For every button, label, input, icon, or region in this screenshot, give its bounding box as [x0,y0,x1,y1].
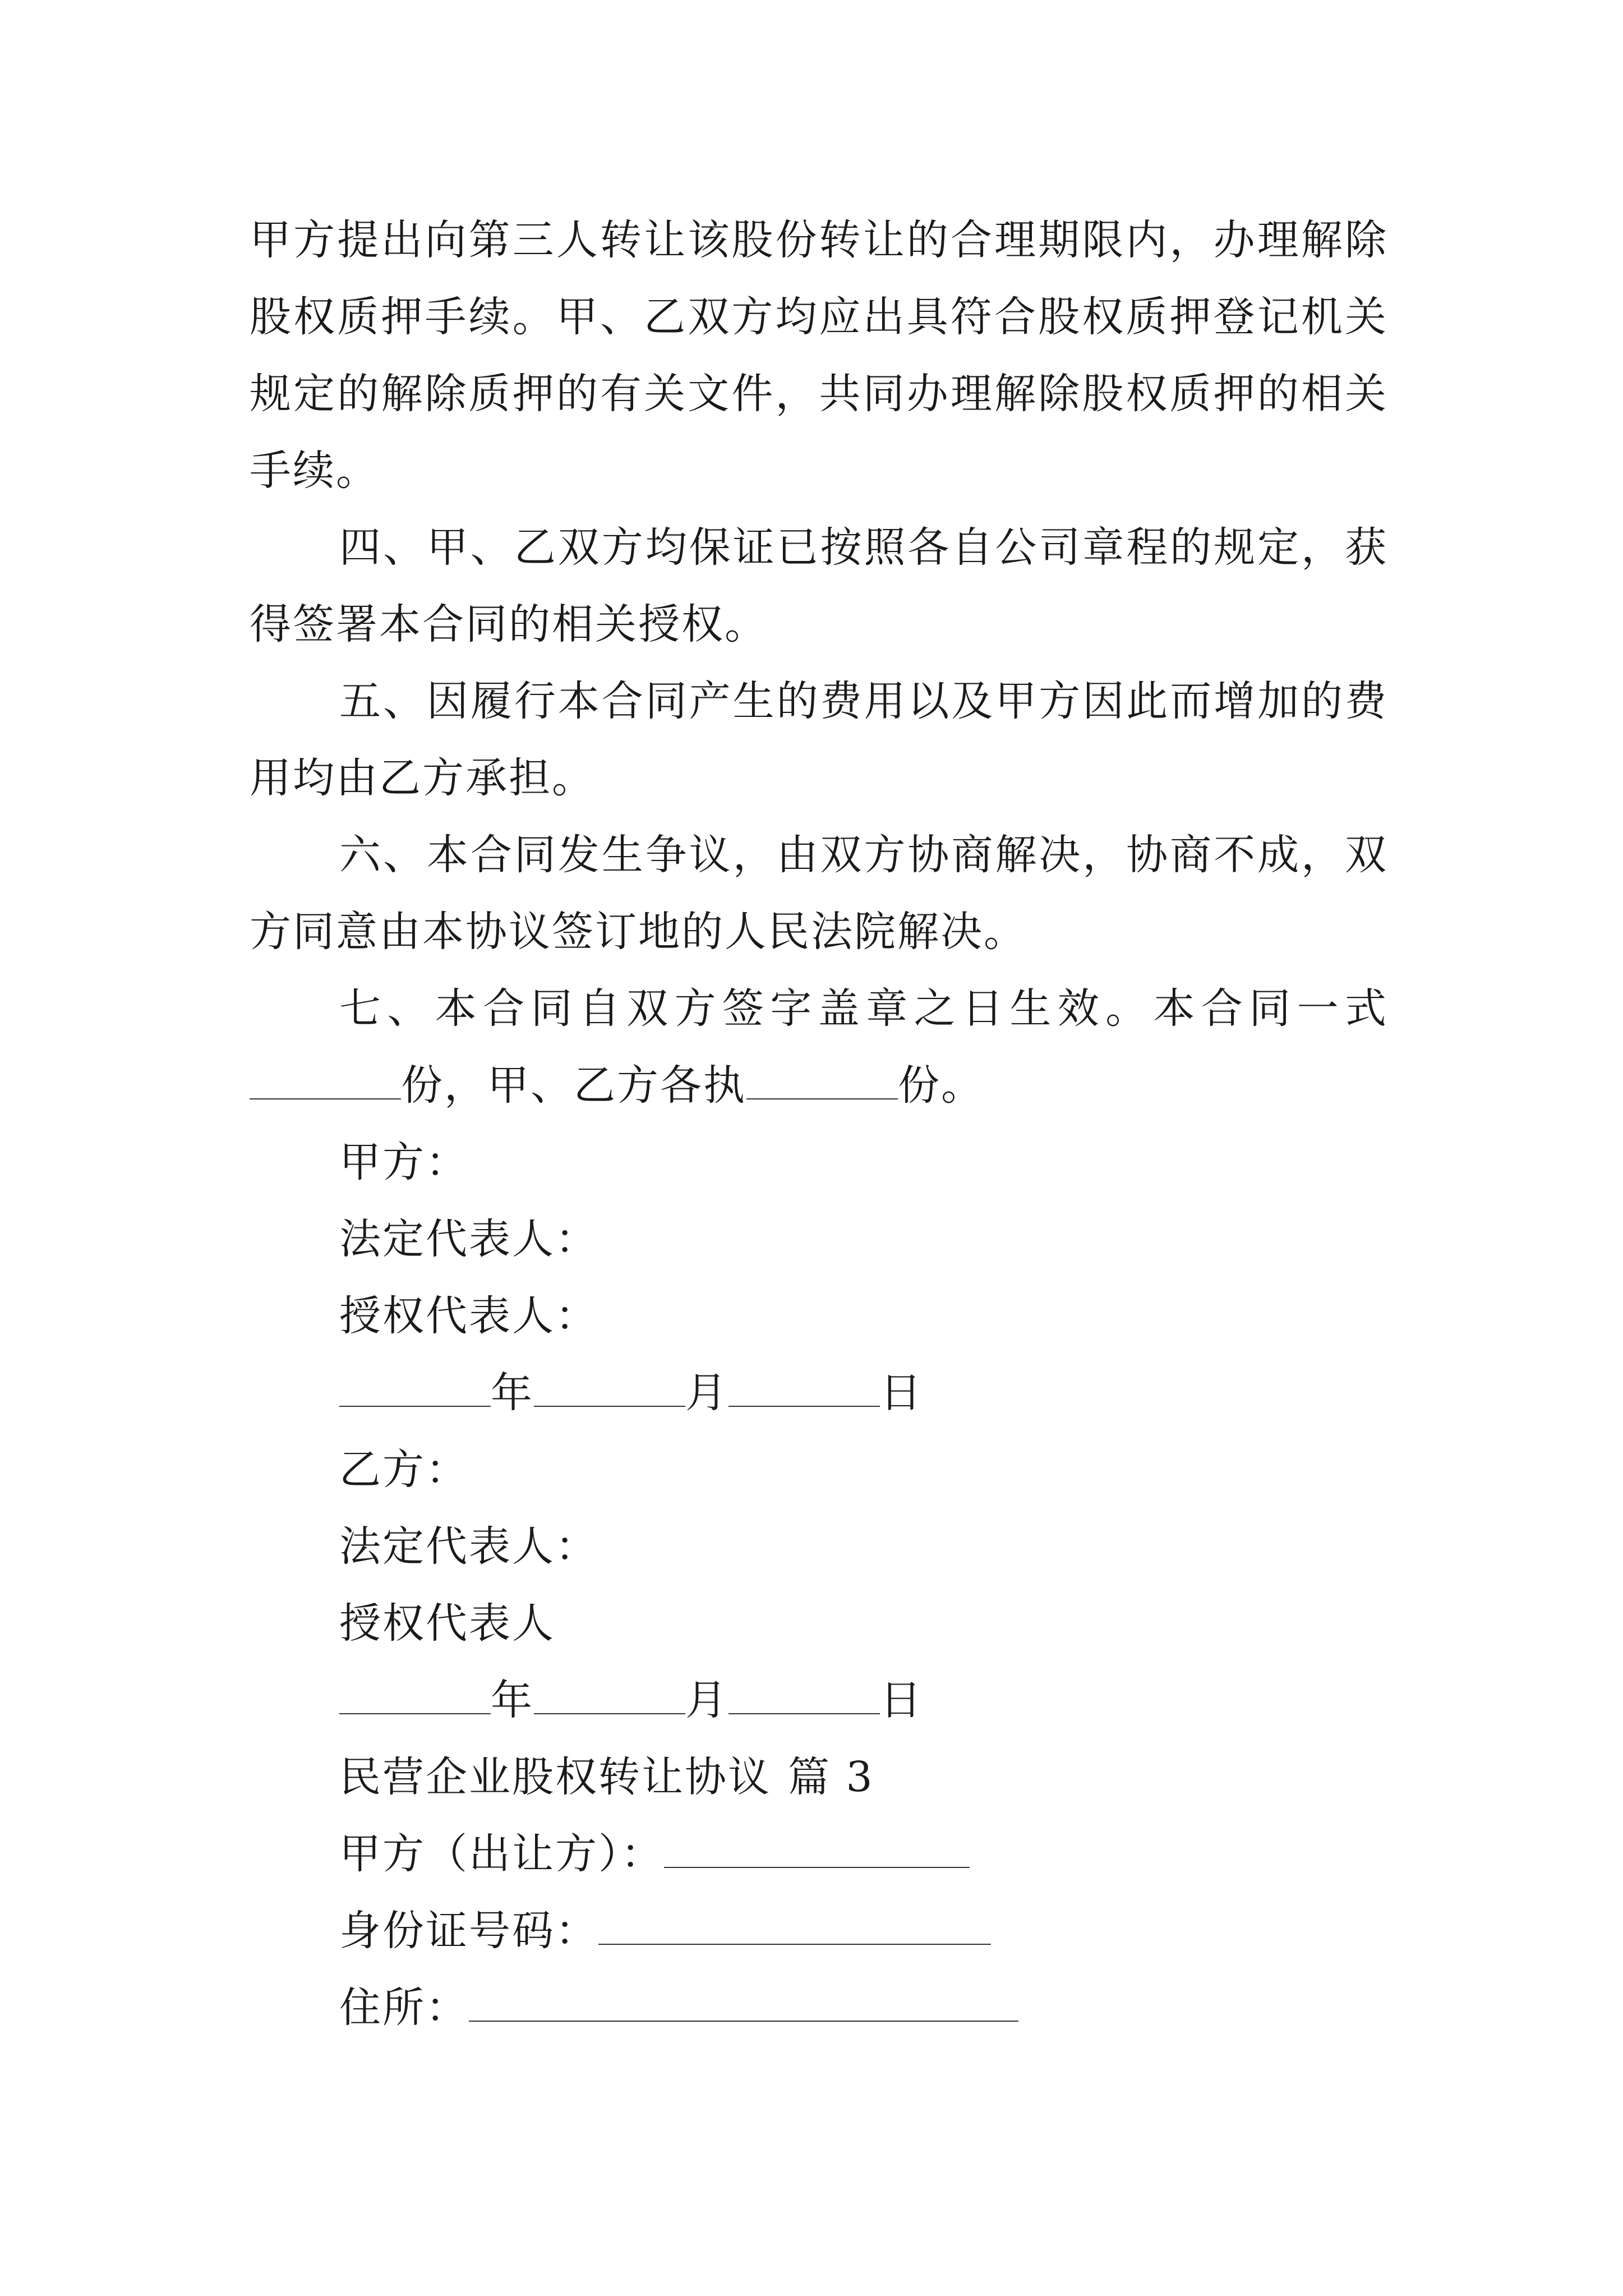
year-blank[interactable] [339,1674,491,1714]
day-label: 日 [880,1676,923,1724]
month-blank[interactable] [534,1366,685,1407]
address-row [250,1970,1388,2046]
copies-total-blank[interactable] [250,1059,401,1099]
copies-text: 份，甲、乙方各执 [401,1061,746,1110]
party-a-label: 甲方： [339,1138,469,1186]
paragraph-line: 股权质押手续。甲、乙双方均应出具符合股权质押登记机关 [250,293,1388,341]
address-blank[interactable] [469,1981,1018,2022]
party-a-legal-rep: 法定代表人： [339,1215,598,1263]
month-label: 月 [685,1369,728,1417]
party-a-date [250,1355,1388,1432]
transferor-row [250,1816,1388,1893]
clause-four-line: 得签署本合同的相关授权。 [250,600,768,648]
day-blank[interactable] [728,1674,880,1714]
month-blank[interactable] [534,1674,685,1714]
section-title: 民营企业股权转让协议 [339,1753,771,1801]
year-label: 年 [491,1676,534,1724]
clause-five-line: 用均由乙方承担。 [250,754,595,802]
paragraph-line: 手续。 [250,447,379,495]
clause-seven-line: 七、本合同自双方签字盖章之日生效。本合同一式 [339,984,1388,1033]
year-blank[interactable] [339,1366,491,1407]
id-number-label: 身份证号码： [339,1907,598,1955]
copies-suffix: 份。 [898,1061,984,1110]
party-b-auth-rep: 授权代表人 [339,1599,555,1648]
copies-each-blank[interactable] [746,1059,898,1099]
id-number-blank[interactable] [598,1904,991,1945]
party-b-label: 乙方： [339,1446,469,1494]
paragraph-line: 规定的解除质押的有关文件，共同办理解除股权质押的相关 [250,370,1388,418]
document-page [250,202,1388,2046]
clause-seven-line [250,1047,1388,1124]
day-blank[interactable] [728,1366,880,1407]
section-heading [250,1739,1388,1816]
year-label: 年 [491,1369,534,1417]
clause-six-line: 方同意由本协议签订地的人民法院解决。 [250,908,1027,956]
transferor-label: 甲方（出让方）： [339,1830,664,1878]
day-label: 日 [880,1369,923,1417]
party-a-auth-rep: 授权代表人： [339,1292,598,1340]
section-chapter: 篇 3 [788,1753,874,1801]
id-number-row [250,1893,1388,1970]
month-label: 月 [685,1676,728,1724]
clause-six-line: 六、本合同发生争议，由双方协商解决，协商不成，双 [339,831,1388,879]
transferor-blank[interactable] [664,1828,970,1868]
clause-four-line: 四、甲、乙双方均保证已按照各自公司章程的规定，获 [339,523,1388,572]
party-b-legal-rep: 法定代表人： [339,1522,598,1571]
clause-five-line: 五、因履行本合同产生的费用以及甲方因此而增加的费 [339,677,1388,725]
paragraph-line: 甲方提出向第三人转让该股份转让的合理期限内，办理解除 [250,216,1388,264]
address-label: 住所： [339,1984,469,2032]
party-b-date [250,1662,1388,1739]
